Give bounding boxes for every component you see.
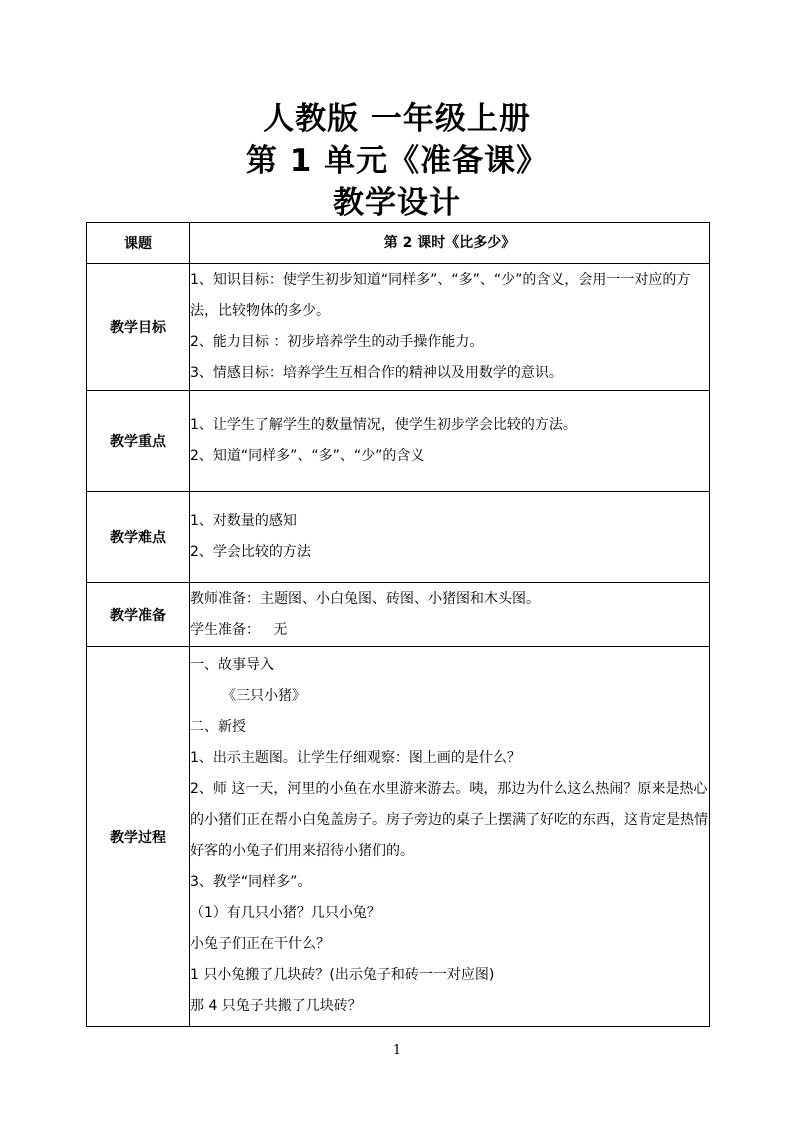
difficulties-content xyxy=(190,492,710,583)
objective-line: 1、知识目标：使学生初步知道“同样多”、“多”、“少”的含义，会用一一对应的方法，比较物体的多少。 xyxy=(190,272,691,319)
process-line: 小兔子们正在干什么？ xyxy=(190,936,330,952)
process-label: 教学过程 xyxy=(87,647,190,1027)
difficulties-label: 教学难点 xyxy=(87,492,190,583)
process-line: 二、新授 xyxy=(190,719,246,735)
objective-line: 3、情感目标：培养学生互相合作的精神以及用数学的意识。 xyxy=(190,365,563,381)
table-row-objectives xyxy=(87,264,710,391)
difficulty-line: 2、学会比较的方法 xyxy=(190,544,311,560)
document-title-line-2: 第 1 单元《准备课》 xyxy=(245,143,549,179)
key-point-line: 1、让学生了解学生的数量情况，使学生初步学会比较的方法。 xyxy=(190,417,577,433)
preparation-content xyxy=(190,583,710,647)
objectives-content xyxy=(190,264,710,391)
preparation-line: 教师准备：主题图、小白兔图、砖图、小猪图和木头图。 xyxy=(190,590,540,607)
key-points-label: 教学重点 xyxy=(87,391,190,492)
table-row-key-points xyxy=(87,391,710,492)
table-row-topic xyxy=(87,223,710,264)
process-line: 3、教学“同样多”。 xyxy=(190,874,312,890)
process-line: （1）有几只小猪？几只小兔？ xyxy=(190,905,381,921)
preparation-line: 学生准备： 无 xyxy=(190,621,288,638)
difficulty-line: 1、对数量的感知 xyxy=(190,513,297,529)
process-line: 那 4 只兔子共搬了几块砖？ xyxy=(190,998,362,1014)
lesson-plan-table xyxy=(86,222,710,1027)
document-title-line-1: 人教版 一年级上册 xyxy=(263,101,531,137)
process-line: 1、出示主题图。让学生仔细观察：图上画的是什么？ xyxy=(190,750,521,766)
objective-line: 2、能力目标 ：初步培养学生的动手操作能力。 xyxy=(190,334,484,350)
process-line: 2、师 这一天，河里的小鱼在水里游来游去。咦，那边为什么这么热闹？原来是热心的小猪们正在帮小白兔盖房子。房子旁边的桌子上摆满了好吃的东西，这肯定是热情好客的小兔子们用来招待小猪们的。 xyxy=(190,781,708,859)
topic-value: 第 2 课时《比多少》 xyxy=(190,223,710,264)
key-point-line: 2、知道“同样多”、“多”、“少”的含义 xyxy=(190,448,425,464)
document-title-line-3: 教学设计 xyxy=(333,185,461,221)
key-points-content xyxy=(190,391,710,492)
topic-label: 课题 xyxy=(87,223,190,264)
process-line: 《三只小猪》 xyxy=(222,688,306,704)
process-content xyxy=(190,647,710,1027)
process-line: 一、故事导入 xyxy=(190,657,274,673)
table-row-process xyxy=(87,647,710,1027)
table-row-preparation xyxy=(87,583,710,647)
table-row-difficulties xyxy=(87,492,710,583)
page-number: 1 xyxy=(392,1043,402,1058)
objectives-label: 教学目标 xyxy=(87,264,190,391)
preparation-label: 教学准备 xyxy=(87,583,190,647)
process-line: 1 只小兔搬了几块砖？(出示兔子和砖一一对应图) xyxy=(190,967,495,983)
